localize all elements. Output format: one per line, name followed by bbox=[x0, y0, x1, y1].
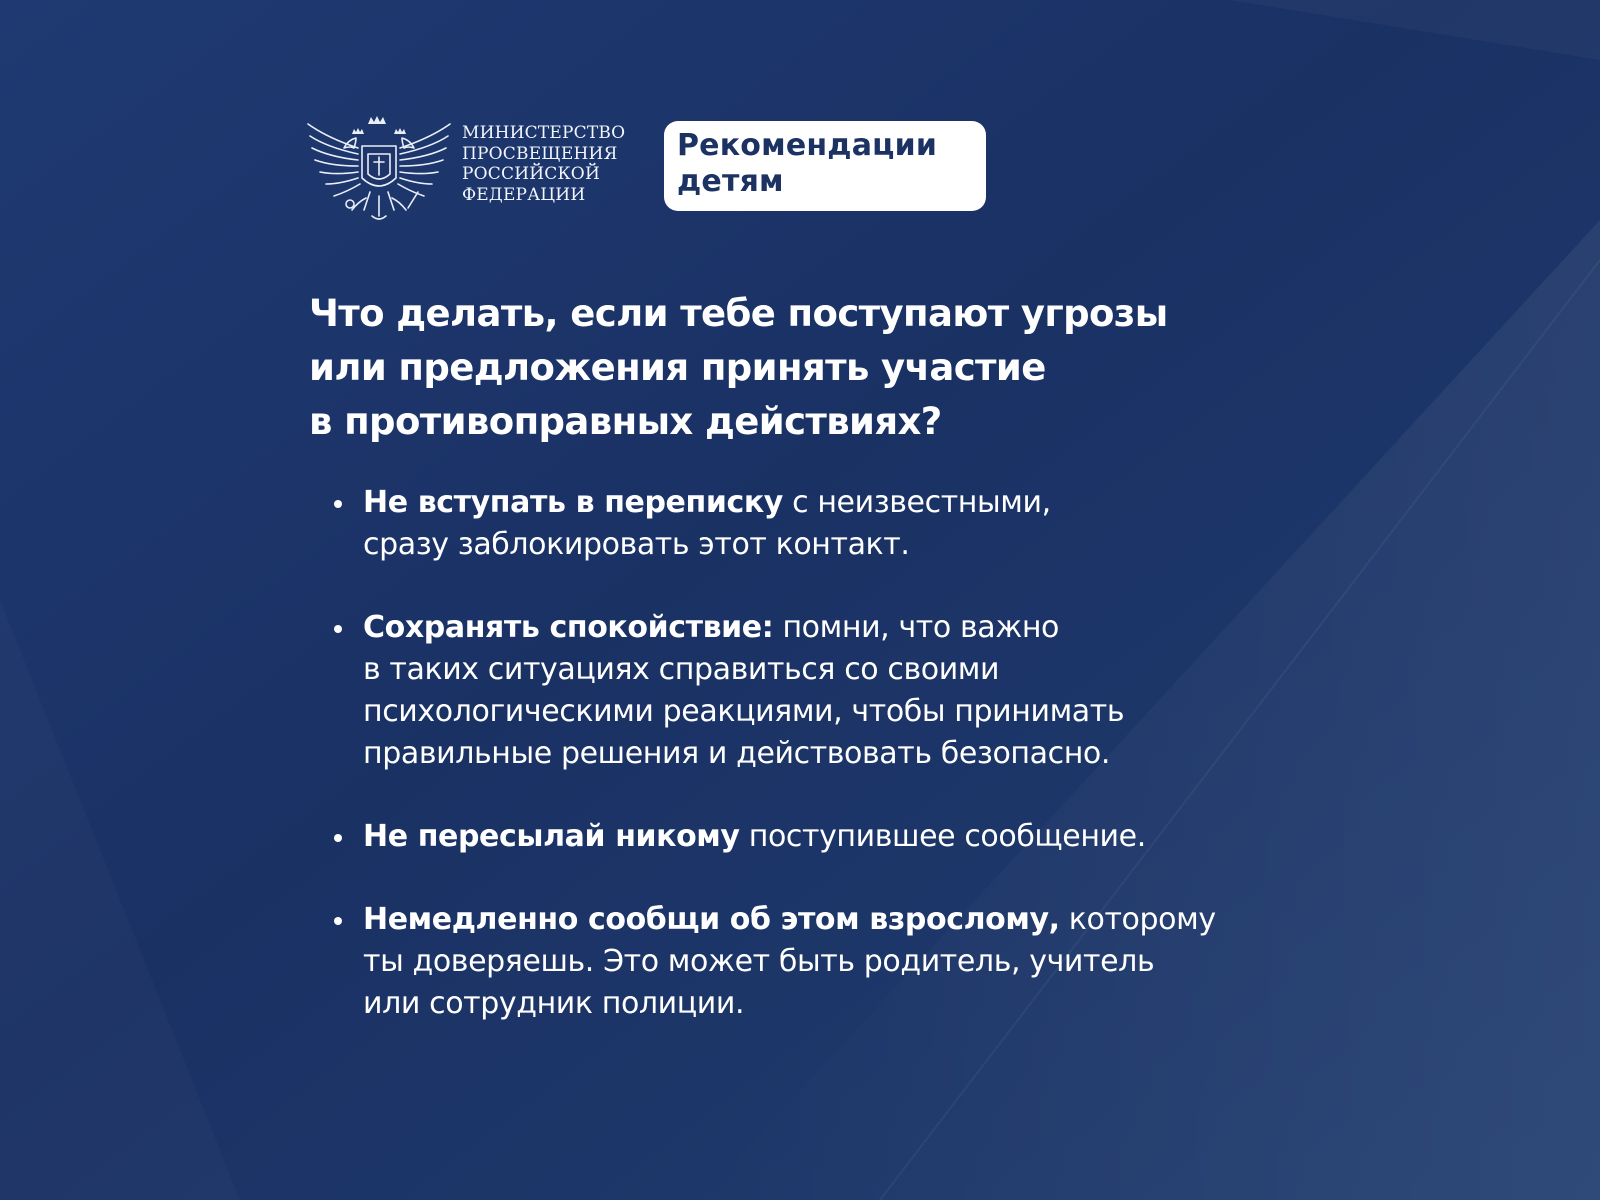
list-item bbox=[334, 816, 1314, 858]
item-line bbox=[363, 899, 1314, 941]
item-text: ты доверяешь. Это может быть родитель, учитель bbox=[363, 944, 1155, 979]
item-text: которому bbox=[1059, 902, 1216, 937]
item-line bbox=[363, 816, 1314, 858]
list-item bbox=[334, 899, 1314, 1025]
page-title bbox=[309, 287, 1168, 449]
item-emphasis: Не пересылай никому bbox=[363, 819, 740, 854]
recommendations-badge bbox=[664, 121, 986, 211]
bullet-icon bbox=[334, 917, 342, 925]
page-title-line: или предложения принять участие bbox=[309, 346, 1046, 389]
item-text: в таких ситуациях справиться со своими bbox=[363, 652, 1000, 687]
ministry-name-line: РОССИЙСКОЙ bbox=[462, 164, 600, 184]
badge-line: детям bbox=[677, 164, 784, 199]
item-text: правильные решения и действовать безопасно. bbox=[363, 736, 1111, 771]
item-text: с неизвестными, bbox=[782, 485, 1051, 520]
item-line bbox=[363, 607, 1314, 649]
item-text: или сотрудник полиции. bbox=[363, 986, 745, 1021]
bullet-icon bbox=[334, 500, 342, 508]
item-line bbox=[363, 941, 1314, 983]
recommendation-list bbox=[334, 482, 1314, 1066]
ministry-name-line: ПРОСВЕЩЕНИЯ bbox=[462, 143, 618, 164]
bullet-icon bbox=[334, 834, 342, 842]
item-line bbox=[363, 649, 1314, 691]
item-emphasis: Не вступать в переписку bbox=[363, 485, 783, 520]
item-line bbox=[363, 983, 1314, 1025]
item-emphasis: Немедленно сообщи об этом взрослому, bbox=[363, 902, 1060, 937]
item-line bbox=[363, 524, 1314, 566]
item-text: помни, что важно bbox=[773, 610, 1059, 645]
item-text: сразу заблокировать этот контакт. bbox=[363, 527, 910, 562]
bullet-icon bbox=[334, 625, 342, 633]
item-text: психологическими реакциями, чтобы принимать bbox=[363, 694, 1125, 729]
double-headed-eagle-emblem-icon bbox=[306, 112, 452, 226]
ministry-name-line: ФЕДЕРАЦИИ bbox=[462, 184, 586, 205]
item-text: поступившее сообщение. bbox=[739, 819, 1146, 854]
ministry-name-line: МИНИСТЕРСТВО bbox=[462, 123, 626, 143]
list-item bbox=[334, 482, 1314, 566]
item-line bbox=[363, 482, 1314, 524]
item-line bbox=[363, 691, 1314, 733]
item-line bbox=[363, 733, 1314, 775]
badge-line: Рекомендации bbox=[677, 128, 938, 163]
ministry-name bbox=[462, 123, 625, 205]
page-title-line: в противоправных действиях? bbox=[309, 400, 942, 443]
page-title-line: Что делать, если тебе поступают угрозы bbox=[309, 292, 1168, 335]
item-emphasis: Сохранять спокойствие: bbox=[363, 610, 774, 645]
list-item bbox=[334, 607, 1314, 775]
